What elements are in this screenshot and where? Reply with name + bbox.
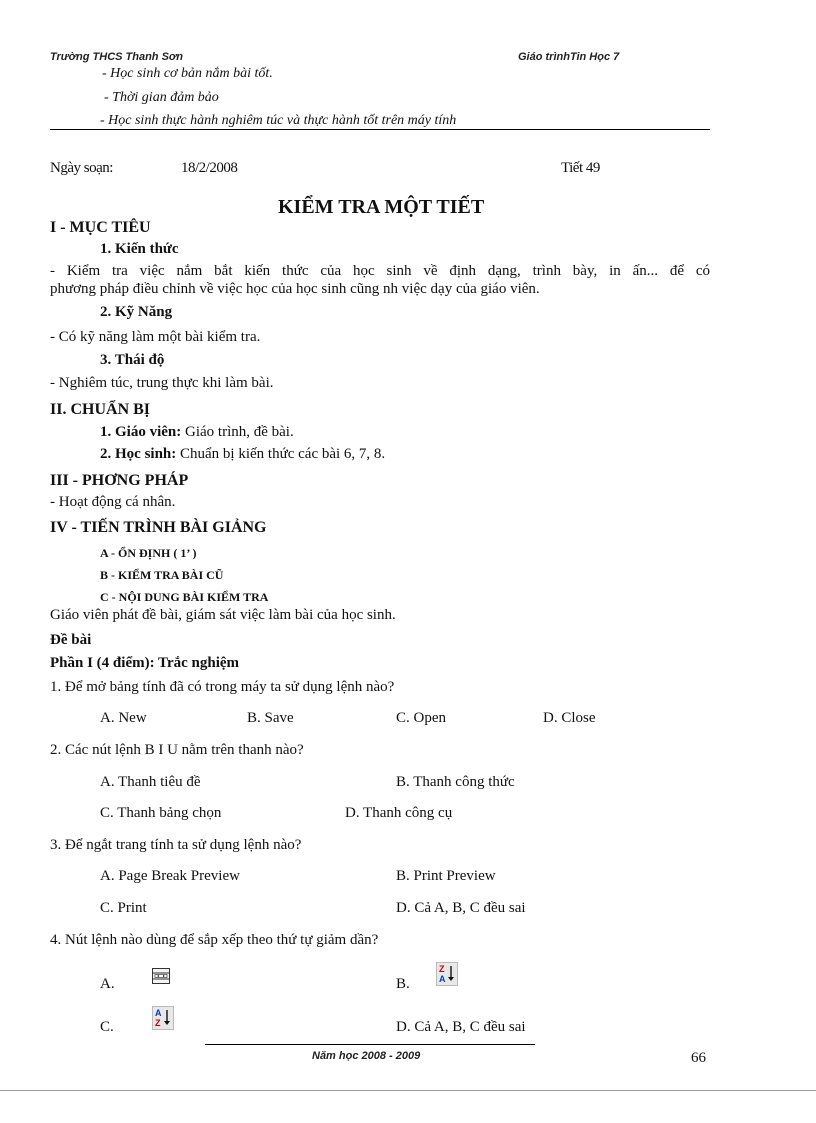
page-title: KIỂM TRA MỘT TIẾT (278, 196, 485, 218)
chuan-bi-hoc-sinh (100, 446, 385, 463)
thai-do-heading: 3. Thái độ (100, 352, 165, 368)
q3-option-c: C. Print (100, 900, 147, 916)
section-muc-tieu: I - MỤC TIÊU (50, 219, 151, 236)
header-line-3: - Học sinh thực hành nghiêm túc và thực hành tốt trên máy tính (100, 113, 457, 128)
ky-nang-heading: 2. Kỹ Năng (100, 304, 173, 320)
sort-ascending-icon (152, 1006, 174, 1030)
step-c: C - NỘI DUNG BÀI KIỂM TRA (100, 590, 269, 604)
phuong-phap-text: - Hoạt động cá nhân. (50, 494, 176, 510)
hoc-sinh-label: 2. Học sinh: (100, 446, 177, 462)
svg-text:A: A (155, 1008, 162, 1018)
phan-1-heading: Phần I (4 điểm): Trắc nghiệm (50, 655, 240, 671)
header-rule (50, 129, 710, 130)
question-4: 4. Nút lệnh nào dùng để sắp xếp theo thứ tự giảm dần? (50, 932, 379, 948)
q1-option-a: A. New (100, 710, 147, 726)
header-course: Giáo trìnhTin Học 7 (518, 51, 620, 63)
kien-thuc-line-1: - Kiểm tra việc nắm bắt kiến thức của học sinh về định dạng, trình bày, in ấn... để có (50, 263, 710, 279)
sort-descending-icon (436, 962, 458, 986)
q3-option-d: D. Cả A, B, C đều sai (396, 900, 526, 916)
svg-text:A: A (439, 974, 446, 984)
thai-do-text: - Nghiêm túc, trung thực khi làm bài. (50, 375, 274, 391)
section-chuan-bi: II. CHUẨN BỊ (50, 401, 151, 418)
q4-option-d: D. Cả A, B, C đều sai (396, 1019, 526, 1035)
date-value: 18/2/2008 (181, 160, 238, 176)
de-bai-heading: Đề bài (50, 632, 92, 648)
q2-option-a: A. Thanh tiêu đề (100, 774, 201, 790)
period: Tiết 49 (561, 160, 600, 176)
question-3: 3. Để ngắt trang tính ta sử dụng lệnh nào? (50, 837, 302, 853)
footer-year: Năm học 2008 - 2009 (312, 1050, 421, 1062)
page-bottom-rule (0, 1090, 816, 1091)
chuan-bi-giao-vien (100, 424, 294, 441)
footer-rule (205, 1044, 535, 1045)
step-b: B - KIỂM TRA BÀI CŨ (100, 568, 224, 582)
svg-text:Z: Z (439, 964, 445, 974)
hoc-sinh-text: Chuẩn bị kiến thức các bài 6, 7, 8. (176, 446, 386, 462)
q1-option-b: B. Save (247, 710, 294, 726)
header-school: Trường THCS Thanh Sơn (50, 51, 184, 63)
step-a: A - ỔN ĐỊNH ( 1’ ) (100, 546, 197, 560)
q4-option-b: B. (396, 976, 410, 992)
kien-thuc-line-2: phương pháp điều chỉnh về việc học của học sinh cũng nh việc dạy của giáo viên. (50, 281, 540, 297)
section-phuong-phap: III - PHƠNG PHÁP (50, 472, 189, 489)
q3-option-b: B. Print Preview (396, 868, 496, 884)
q4-option-a: A. (100, 976, 115, 992)
date-label: Ngày soạn: (50, 160, 113, 176)
q4-option-c: C. (100, 1019, 114, 1035)
header-line-1: - Học sinh cơ bản nắm bài tốt. (102, 66, 273, 81)
q2-option-d: D. Thanh công cụ (345, 805, 453, 821)
q2-option-c: C. Thanh bảng chọn (100, 805, 222, 821)
section-tien-trinh: IV - TIẾN TRÌNH BÀI GIẢNG (50, 519, 267, 536)
question-1: 1. Để mở bảng tính đã có trong máy ta sử dụng lệnh nào? (50, 679, 395, 695)
q1-option-d: D. Close (543, 710, 596, 726)
ky-nang-text: - Có kỹ năng làm một bài kiểm tra. (50, 329, 261, 345)
svg-text:Z: Z (155, 1018, 161, 1028)
teacher-note: Giáo viên phát đề bài, giám sát việc làm bài của học sinh. (50, 607, 396, 623)
giao-vien-label: 1. Giáo viên: (100, 424, 182, 440)
page-number: 66 (691, 1050, 706, 1066)
q3-option-a: A. Page Break Preview (100, 868, 240, 884)
merge-center-icon (152, 968, 170, 984)
giao-vien-text: Giáo trình, đề bài. (181, 424, 294, 440)
question-2: 2. Các nút lệnh B I U nằm trên thanh nào? (50, 742, 304, 758)
kien-thuc-heading: 1. Kiến thức (100, 241, 179, 257)
q2-option-b: B. Thanh công thức (396, 774, 515, 790)
q1-option-c: C. Open (396, 710, 446, 726)
header-line-2: - Thời gian đảm bảo (104, 90, 219, 105)
